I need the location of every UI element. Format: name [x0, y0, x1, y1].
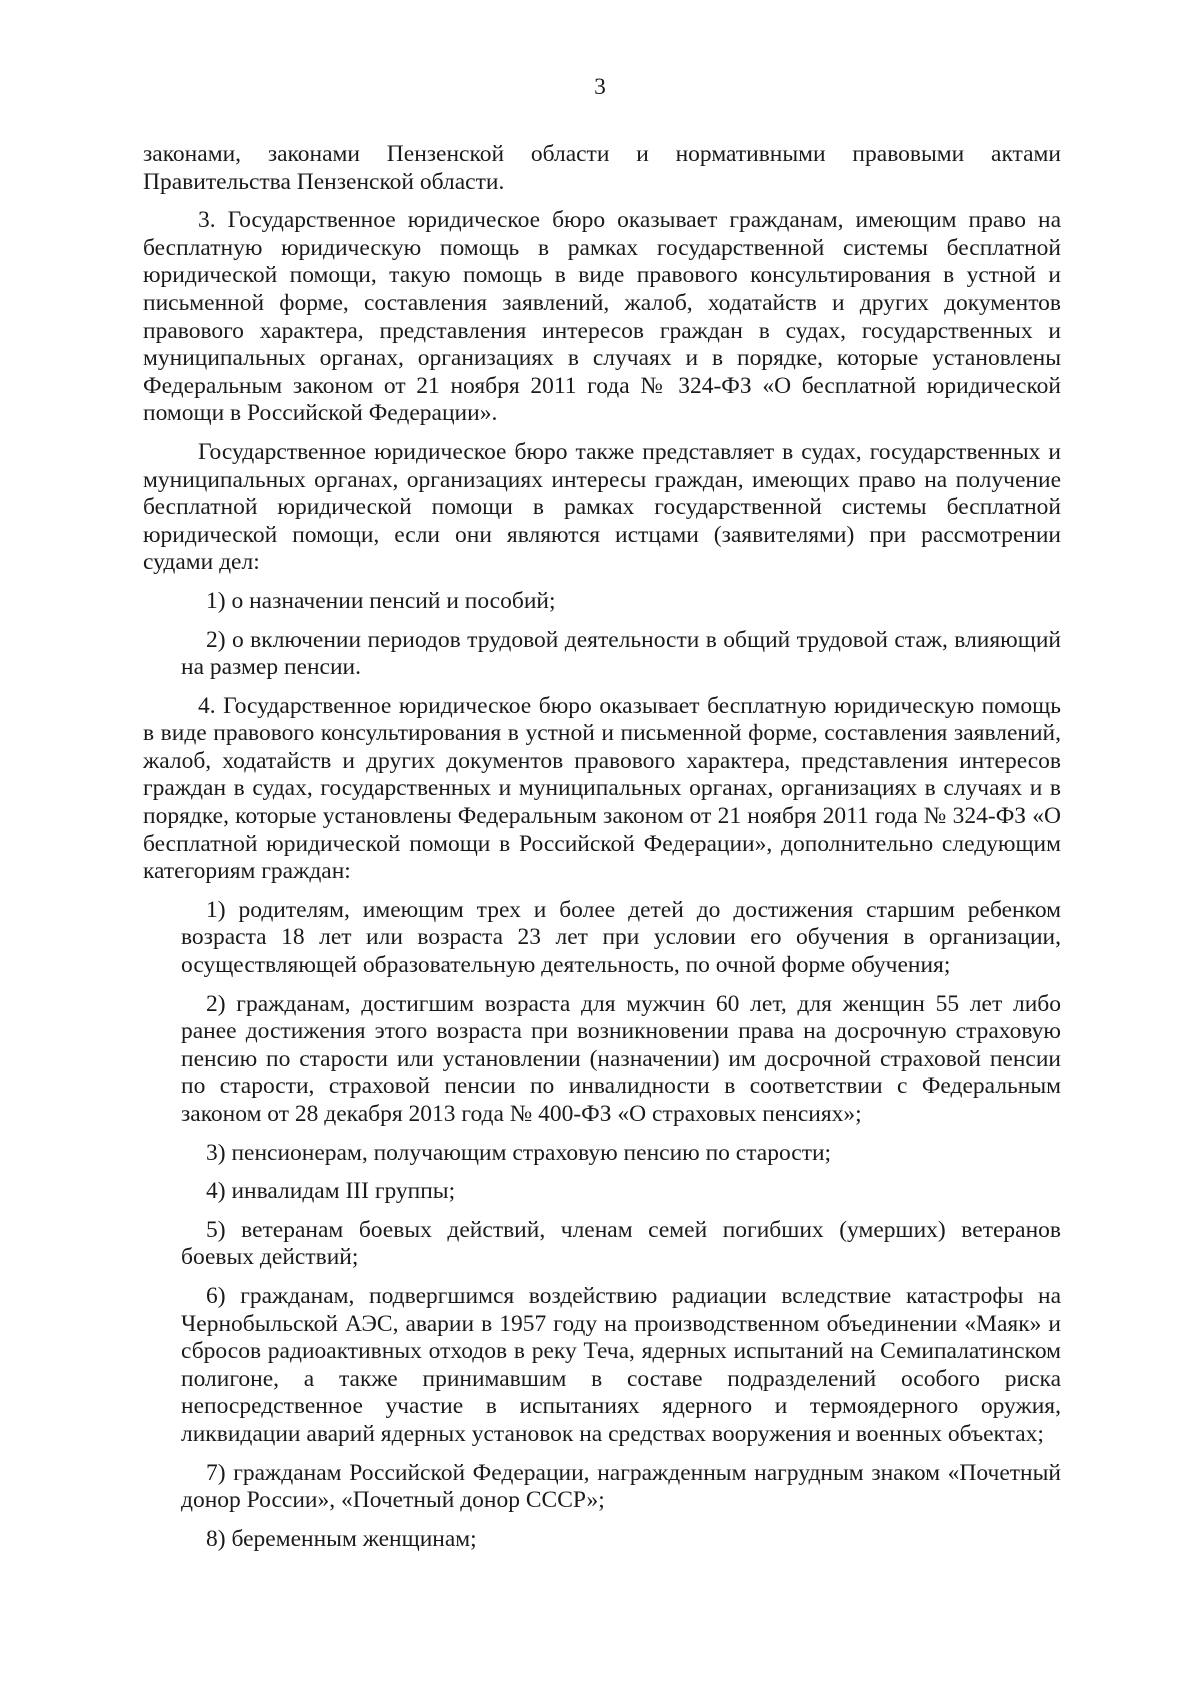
list-item-3-2: 2) о включении периодов трудовой деятельности в общий трудовой стаж, влияющий на размер пенсии.: [181, 626, 1061, 681]
list-item-4-4: 4) инвалидам III группы;: [206, 1178, 456, 1205]
paragraph-representation: Государственное юридическое бюро также представляет в судах, государственных и муниципальных органах, организациях интересы граждан, имеющих право на получение бесплатной юридической помощи в рамках государственной системы бесплатной юридической помощи, если они являются истцами (заявителями) при рассмотрении судами дел:: [143, 438, 1061, 576]
paragraph-clause-4: 4. Государственное юридическое бюро оказывает бесплатную юридическую помощь в виде правового консультирования в устной и письменной форме, составления заявлений, жалоб, ходатайств и других документов правового характера, представления интересов граждан в судах, государственных и муниципальных органах, организациях в случаях и в порядке, которые установлены Федеральным законом от 21 ноября 2011 года № 324-ФЗ «О бесплатной юридической помощи в Российской Федерации», дополнительно следующим категориям граждан:: [143, 692, 1061, 885]
paragraph-continuation: законами, законами Пензенской области и нормативными правовыми актами Правительства Пензенской области.: [143, 141, 1061, 195]
list-item-3-1: 1) о назначении пенсий и пособий;: [206, 587, 556, 614]
page-number: 3: [594, 74, 606, 100]
list-item-4-5: 5) ветеранам боевых действий, членам семей погибших (умерших) ветеранов боевых действий;: [181, 1216, 1061, 1271]
list-item-4-2: 2) гражданам, достигшим возраста для мужчин 60 лет, для женщин 55 лет либо ранее достижения этого возраста при возникновении права на досрочную страховую пенсию по старости или установлении (назначении) им досрочной страховой пенсии по старости, страховой пенсии по инвалидности в соответствии с Федеральным законом от 28 декабря 2013 года № 400-ФЗ «О страховых пенсиях»;: [181, 990, 1061, 1127]
document-body: [143, 141, 1061, 1564]
list-item-4-7: 7) гражданам Российской Федерации, награжденным нагрудным знаком «Почетный донор России», «Почетный донор СССР»;: [181, 1459, 1061, 1514]
list-item-4-8: 8) беременным женщинам;: [206, 1525, 477, 1552]
paragraph-clause-3: 3. Государственное юридическое бюро оказывает гражданам, имеющим право на бесплатную юридическую помощь в рамках государственной системы бесплатной юридической помощи, такую помощь в виде правового консультирования в устной и письменной форме, составления заявлений, жалоб, ходатайств и других документов правового характера, представления интересов граждан в судах, государственных и муниципальных органах, организациях в случаях и в порядке, которые установлены Федеральным законом от 21 ноября 2011 года № 324-ФЗ «О бесплатной юридической помощи в Российской Федерации».: [143, 207, 1061, 427]
list-item-4-3: 3) пенсионерам, получающим страховую пенсию по старости;: [206, 1139, 832, 1166]
list-item-4-1: 1) родителям, имеющим трех и более детей до достижения старшим ребенком возраста 18 лет или возраста 23 лет при условии его обучения в организации, осуществляющей образовательную деятельность, по очной форме обучения;: [181, 896, 1061, 979]
list-item-4-6: 6) гражданам, подвергшимся воздействию радиации вследствие катастрофы на Чернобыльской АЭС, аварии в 1957 году на производственном объединении «Маяк» и сбросов радиоактивных отходов в реку Теча, ядерных испытаний на Семипалатинском полигоне, а также принимавшим в составе подразделений особого риска непосредственное участие в испытаниях ядерного и термоядерного оружия, ликвидации аварий ядерных установок на средствах вооружения и военных объектах;: [181, 1282, 1061, 1447]
